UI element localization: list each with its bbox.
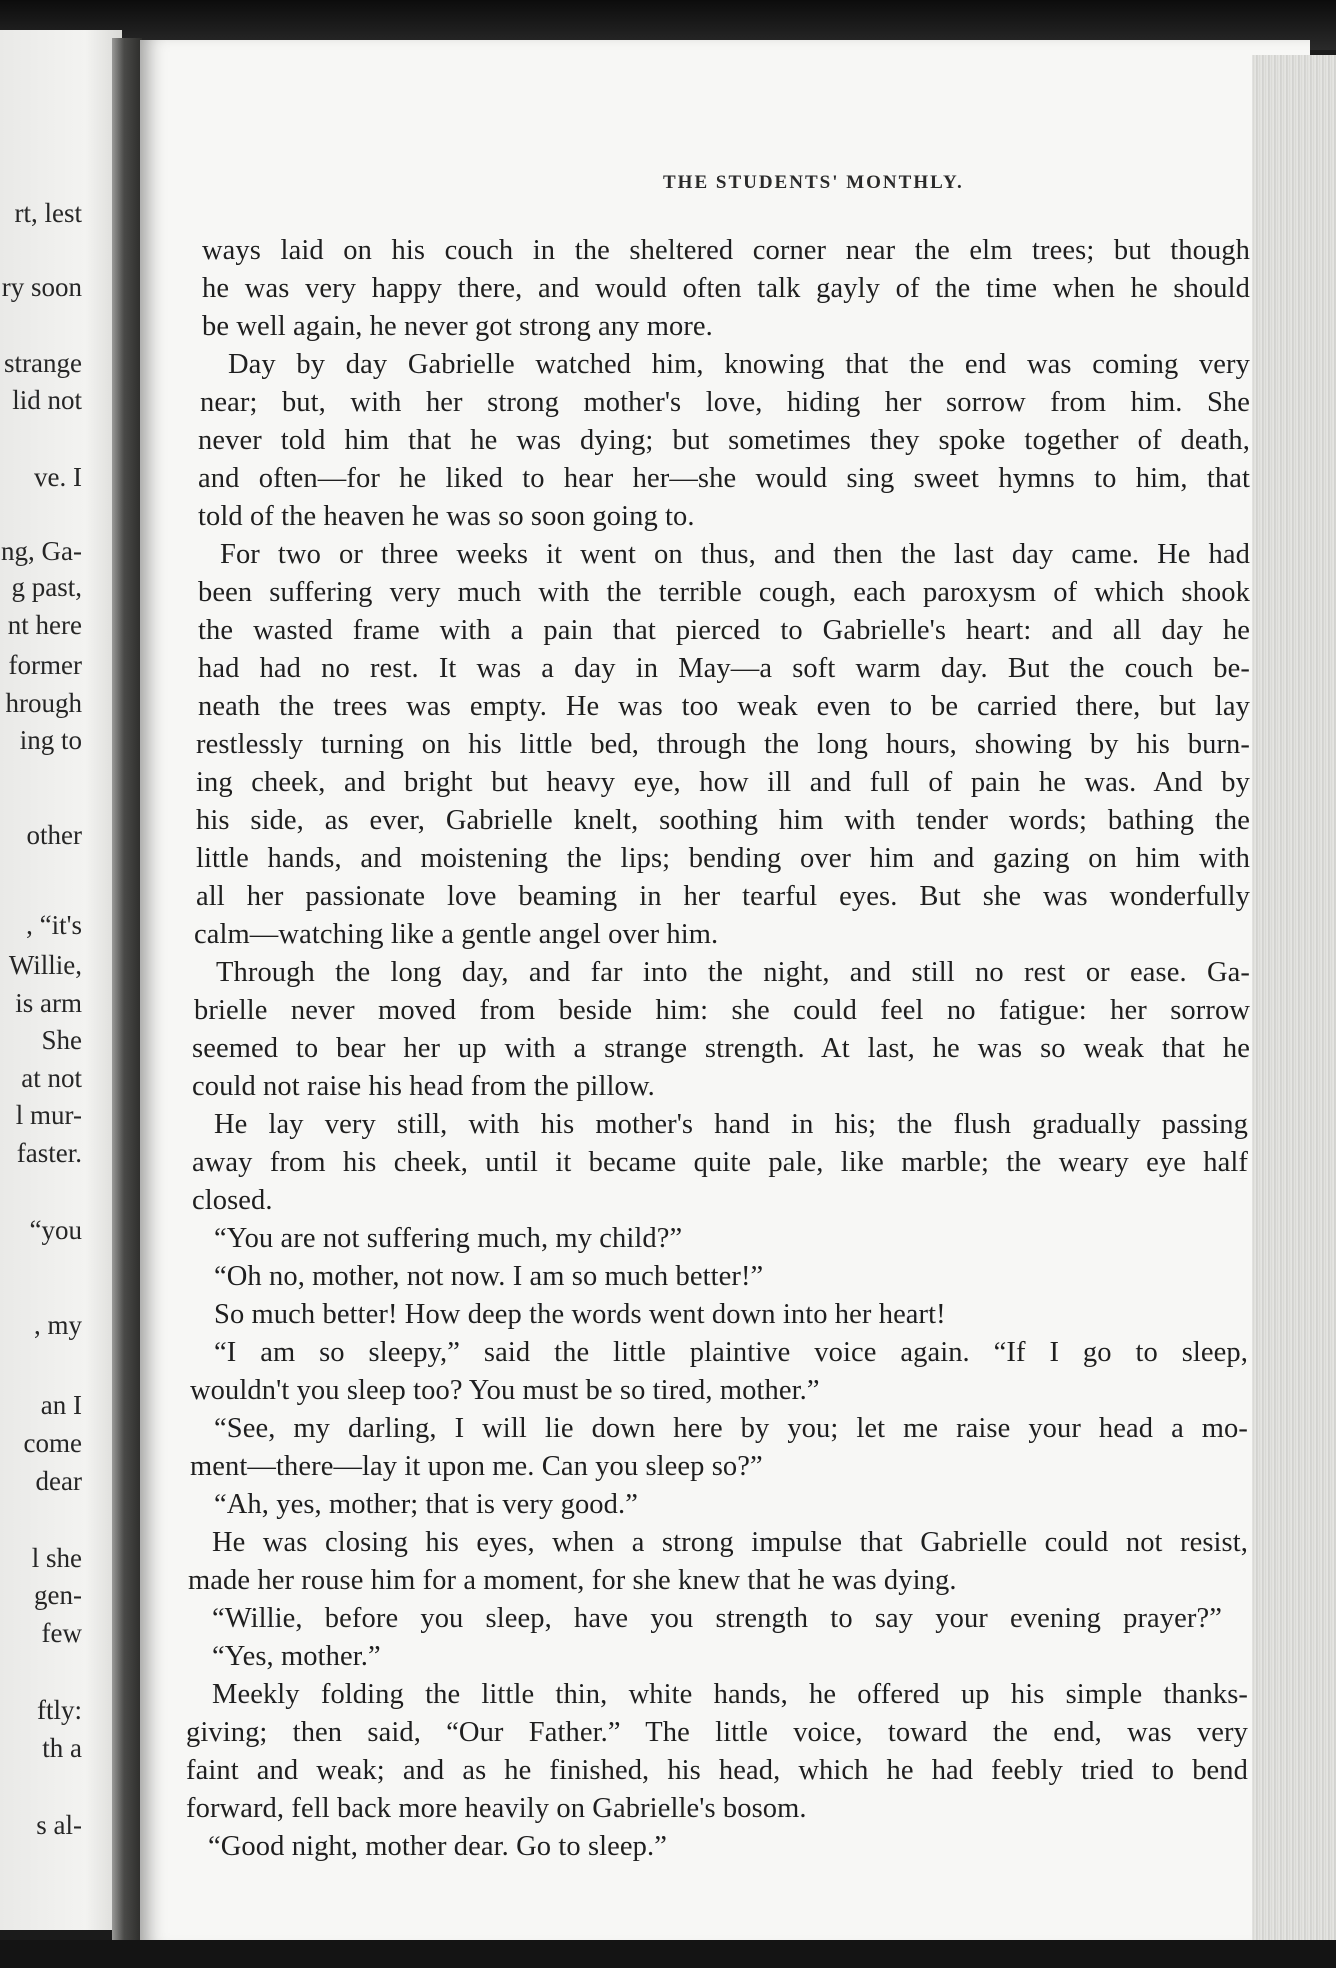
text-line: brielle never moved from beside him: she could feel no fatigue: her sorrow xyxy=(194,995,1250,1026)
text-line: his side, as ever, Gabrielle knelt, soothing him with tender words; bathing the xyxy=(196,805,1250,836)
text-line: faint and weak; and as he finished, his head, which he had feebly tried to bend xyxy=(186,1755,1248,1786)
text-line: made her rouse him for a moment, for she knew that he was dying. xyxy=(188,1565,957,1596)
left-page-fragment: strange xyxy=(4,348,82,378)
text-line: be well again, he never got strong any more. xyxy=(202,311,713,342)
text-line: restlessly turning on his little bed, through the long hours, showing by his burn- xyxy=(196,729,1250,760)
text-line: closed. xyxy=(192,1185,273,1216)
text-line: forward, fell back more heavily on Gabrielle's bosom. xyxy=(186,1793,807,1824)
text-line: little hands, and moistening the lips; bending over him and gazing on him with xyxy=(196,843,1250,874)
left-page-fragment: dear xyxy=(35,1466,82,1496)
left-page-fragment: g past, xyxy=(11,572,82,602)
book-page xyxy=(140,40,1310,1945)
text-line: the wasted frame with a pain that pierced to Gabrielle's heart: and all day he xyxy=(198,615,1250,646)
text-line: “Good night, mother dear. Go to sleep.” xyxy=(208,1831,667,1862)
text-line: ing cheek, and bright but heavy eye, how ill and full of pain he was. And by xyxy=(196,767,1250,798)
text-line: never told him that he was dying; but sometimes they spoke together of death, xyxy=(198,425,1250,456)
text-line: all her passionate love beaming in her tearful eyes. But she was wonderfully xyxy=(196,881,1250,912)
text-line: away from his cheek, until it became quite pale, like marble; the weary eye half xyxy=(192,1147,1248,1178)
text-line: and often—for he liked to hear her—she would sing sweet hymns to him, that xyxy=(198,463,1250,494)
left-page-fragment: She xyxy=(41,1025,82,1055)
left-page-fragment: l mur- xyxy=(15,1100,82,1130)
text-line: seemed to bear her up with a strange strength. At last, he was so weak that he xyxy=(192,1033,1250,1064)
left-page-fragment: rt, lest xyxy=(14,198,82,228)
text-line: “Yes, mother.” xyxy=(212,1641,381,1672)
text-line: So much better! How deep the words went down into her heart! xyxy=(214,1299,946,1330)
left-facing-page xyxy=(0,30,122,1930)
text-line: neath the trees was empty. He was too weak even to be carried there, but lay xyxy=(198,691,1250,722)
text-line: ways laid on his couch in the sheltered corner near the elm trees; but though xyxy=(202,235,1250,266)
left-page-fragment: , my xyxy=(33,1310,82,1340)
text-line: told of the heaven he was so soon going to. xyxy=(198,501,695,532)
left-page-fragment: nt here xyxy=(7,610,82,640)
text-line: had had no rest. It was a day in May—a soft warm day. But the couch be- xyxy=(198,653,1250,684)
text-line: “You are not suffering much, my child?” xyxy=(214,1223,683,1254)
text-line: Meekly folding the little thin, white hands, he offered up his simple thanks- xyxy=(212,1679,1248,1710)
left-page-fragment: few xyxy=(41,1618,82,1648)
scan-bottom-shadow xyxy=(0,1940,1336,1968)
text-line: For two or three weeks it went on thus, and then the last day came. He had xyxy=(220,539,1250,570)
text-line: “I am so sleepy,” said the little plaintive voice again. “If I go to sleep, xyxy=(214,1337,1248,1368)
left-page-fragment: come xyxy=(23,1428,82,1458)
left-page-fragment: ing to xyxy=(19,725,82,755)
left-page-fragment: at not xyxy=(21,1063,82,1093)
left-page-fragment: faster. xyxy=(16,1138,82,1168)
left-page-fragment: gen- xyxy=(34,1580,82,1610)
text-line: “Oh no, mother, not now. I am so much better!” xyxy=(214,1261,764,1292)
text-line: calm—watching like a gentle angel over him. xyxy=(194,919,719,950)
text-line: He lay very still, with his mother's hand in his; the flush gradually passing xyxy=(214,1109,1248,1140)
text-line: “Willie, before you sleep, have you strength to say your evening prayer?” xyxy=(212,1603,1222,1634)
left-page-fragment: is arm xyxy=(15,988,82,1018)
text-line: wouldn't you sleep too? You must be so tired, mother.” xyxy=(190,1375,820,1406)
left-page-fragment: ng, Ga- xyxy=(1,536,82,566)
left-page-fragment: l she xyxy=(31,1543,82,1573)
text-line: giving; then said, “Our Father.” The little voice, toward the end, was very xyxy=(186,1717,1248,1748)
left-page-fragment: “you xyxy=(29,1215,82,1245)
left-page-fragment: , “it's xyxy=(26,910,82,940)
text-line: “See, my darling, I will lie down here by you; let me raise your head a mo- xyxy=(214,1413,1248,1444)
left-page-fragment: s al- xyxy=(36,1810,82,1840)
text-line: Through the long day, and far into the night, and still no rest or ease. Ga- xyxy=(216,957,1250,988)
left-page-fragment: ve. I xyxy=(34,462,82,492)
text-line: Day by day Gabrielle watched him, knowing that the end was coming very xyxy=(228,349,1250,380)
page-edges xyxy=(1252,55,1336,1945)
text-line: He was closing his eyes, when a strong impulse that Gabrielle could not resist, xyxy=(212,1527,1248,1558)
left-page-fragment: lid not xyxy=(12,385,82,415)
text-line: ment—there—lay it upon me. Can you sleep so?” xyxy=(190,1451,763,1482)
left-page-fragment: ftly: xyxy=(37,1695,82,1725)
book-gutter xyxy=(112,38,142,1943)
text-line: he was very happy there, and would often talk gayly of the time when he should xyxy=(202,273,1250,304)
left-page-fragment: other xyxy=(26,820,82,850)
text-line: “Ah, yes, mother; that is very good.” xyxy=(214,1489,638,1520)
text-line: could not raise his head from the pillow. xyxy=(192,1071,655,1102)
left-page-fragment: th a xyxy=(42,1733,82,1763)
text-line: near; but, with her strong mother's love, hiding her sorrow from him. She xyxy=(200,387,1250,418)
text-line: been suffering very much with the terrible cough, each paroxysm of which shook xyxy=(198,577,1250,608)
left-page-fragment: an I xyxy=(40,1390,82,1420)
left-page-fragment: former xyxy=(8,650,82,680)
left-page-fragment: Willie, xyxy=(8,950,82,980)
left-page-fragment: ry soon xyxy=(1,272,82,302)
running-title: THE STUDENTS' MONTHLY. xyxy=(663,172,964,193)
left-page-fragment: hrough xyxy=(5,688,82,718)
